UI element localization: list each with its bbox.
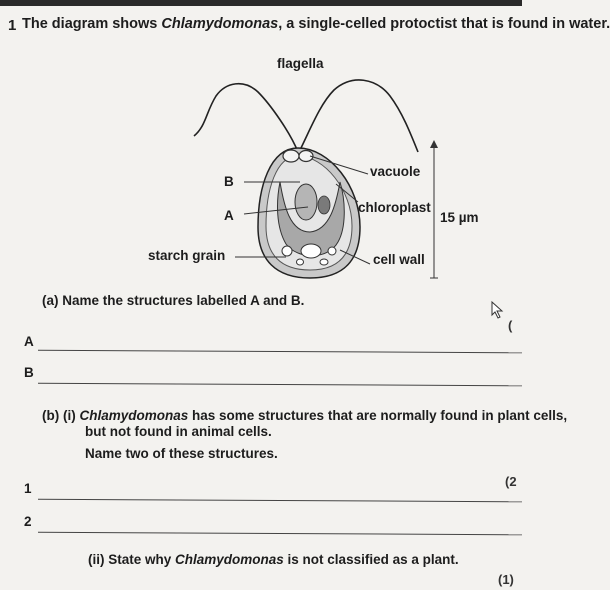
- part-b-ii-marks: (1): [498, 572, 514, 587]
- starch-grain-1: [282, 246, 292, 256]
- starch-grain-5: [320, 259, 328, 265]
- answer-b-label: B: [24, 365, 34, 380]
- flagella-label: flagella: [277, 56, 324, 71]
- flagellum-right: [300, 80, 418, 152]
- part-a-marks: (: [508, 318, 513, 333]
- part-b-i-instruction: Name two of these structures.: [85, 446, 278, 461]
- starch-grain-4: [297, 259, 304, 265]
- answer-a-label: A: [24, 334, 34, 349]
- answer-1-label: 1: [24, 481, 32, 496]
- part-a-prompt: (a) Name the structures labelled A and B.: [42, 293, 305, 308]
- part-b-i-marks: (2: [505, 474, 517, 489]
- flagellum-left: [194, 84, 298, 152]
- answer-a-line[interactable]: [38, 350, 522, 354]
- starch-grain-label: starch grain: [148, 248, 226, 263]
- part-b-ii-organism: Chlamydomonas: [175, 552, 284, 567]
- chlamydomonas-diagram: [140, 52, 480, 282]
- intro-suffix: , a single-celled protoctist that is found in water.: [278, 16, 610, 32]
- nucleus-shape: [295, 184, 317, 220]
- part-b-i-rest: has some structures that are normally found in plant cells,: [188, 408, 568, 423]
- part-b-ii-prefix: (ii) State why: [88, 552, 176, 567]
- question-intro: [22, 16, 610, 32]
- chloroplast-label: chloroplast: [358, 200, 431, 215]
- part-b-ii-prompt: [88, 552, 459, 567]
- organelle-shape: [318, 196, 330, 214]
- scale-label: 15 µm: [440, 210, 479, 225]
- starch-grain-3: [328, 247, 336, 255]
- answer-b-line[interactable]: [38, 383, 522, 387]
- starch-grain-2: [301, 244, 321, 258]
- page-top-edge: [0, 0, 522, 6]
- part-b-i-line1: [42, 408, 567, 423]
- scale-arrow-top: [430, 140, 438, 148]
- answer-2-line[interactable]: [38, 532, 522, 536]
- vacuole-label: vacuole: [370, 164, 421, 179]
- cell-wall-label: cell wall: [373, 252, 425, 267]
- part-b-i-prefix: (b) (i): [42, 408, 80, 423]
- answer-1-line[interactable]: [38, 499, 522, 503]
- vacuole-shape-1: [283, 150, 299, 162]
- part-b-ii-rest: is not classified as a plant.: [283, 552, 459, 567]
- a-label: A: [224, 208, 234, 223]
- answer-2-label: 2: [24, 514, 32, 529]
- mouse-pointer-icon: [491, 301, 505, 319]
- part-b-i-organism: Chlamydomonas: [79, 408, 189, 423]
- part-b-i-line2: but not found in animal cells.: [85, 424, 272, 439]
- intro-organism-name: Chlamydomonas: [161, 16, 279, 32]
- b-label: B: [224, 174, 234, 189]
- question-number: 1: [8, 17, 17, 34]
- intro-prefix: The diagram shows: [22, 16, 162, 32]
